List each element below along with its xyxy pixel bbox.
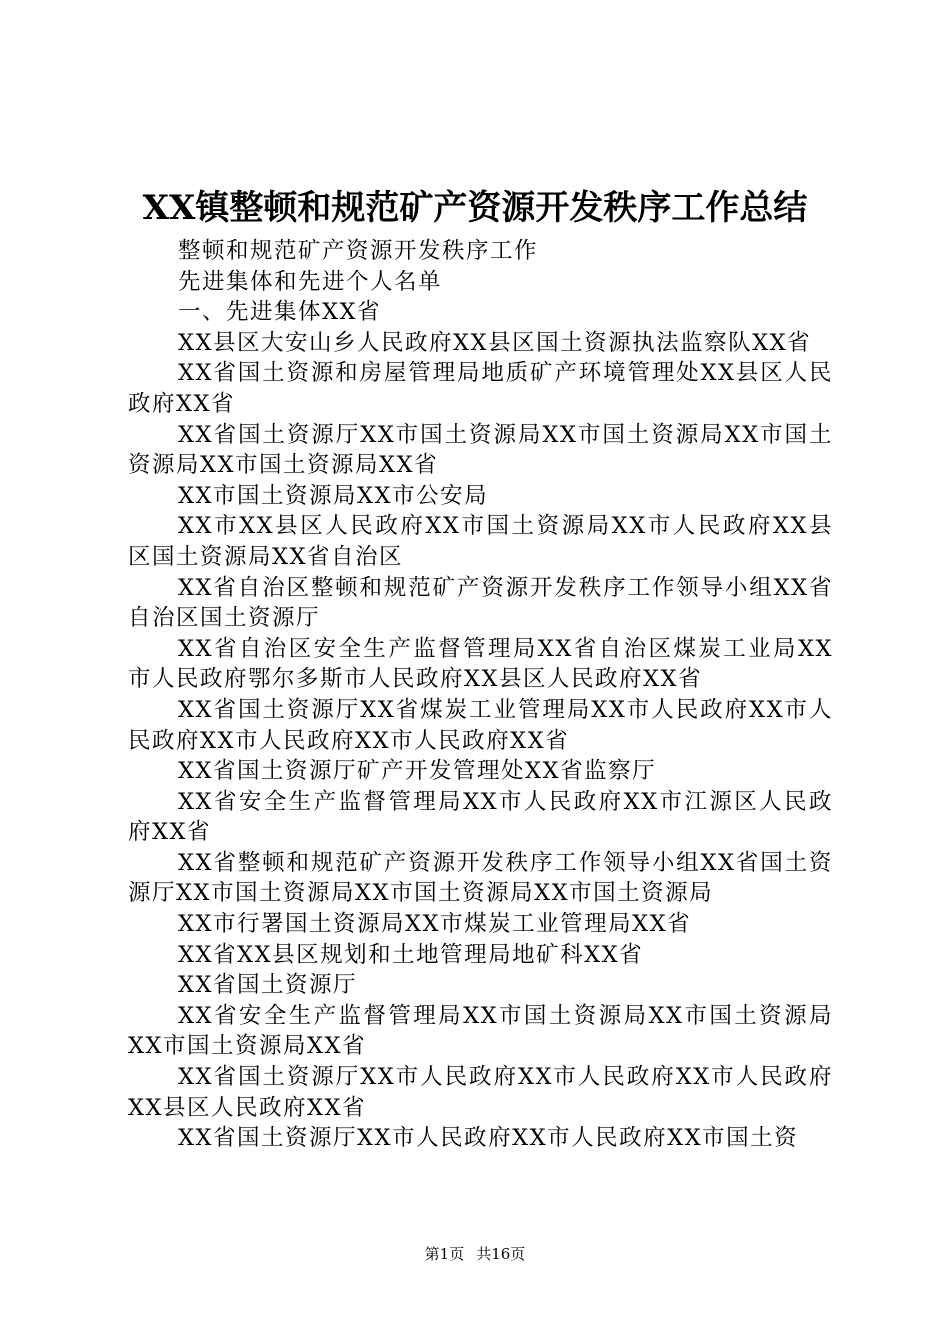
document-title: XX镇整顿和规范矿产资源开发秩序工作总结 bbox=[142, 188, 808, 228]
page-footer bbox=[0, 1244, 950, 1264]
paragraph: XX市行署国土资源局XX市煤炭工业管理局XX省 bbox=[178, 911, 692, 938]
paragraph: XX省国土资源厅XX市人民政府XX市人民政府XX市国土资 bbox=[178, 1125, 799, 1152]
paragraph: XX省自治区安全生产监督管理局XX省自治区煤炭工业局XX市人民政府鄂尔多斯市人民政府XX县区人民政府XX省 bbox=[128, 635, 833, 693]
paragraph: XX省安全生产监督管理局XX市国土资源局XX市国土资源局XX市国土资源局XX省 bbox=[128, 1002, 833, 1060]
paragraph: XX省国土资源厅矿产开发管理处XX省监察厅 bbox=[178, 758, 657, 785]
paragraph: XX省安全生产监督管理局XX市人民政府XX市江源区人民政府XX省 bbox=[128, 788, 833, 846]
paragraph: XX省国土资源厅XX市人民政府XX市人民政府XX市人民政府XX县区人民政府XX省 bbox=[128, 1064, 833, 1121]
paragraph: 一、先进集体XX省 bbox=[178, 299, 382, 326]
paragraph: XX省自治区整顿和规范矿产资源开发秩序工作领导小组XX省自治区国土资源厅 bbox=[128, 574, 833, 632]
paragraph: XX市国土资源局XX市公安局 bbox=[178, 482, 489, 509]
paragraph: XX省国土资源和房屋管理局地质矿产环境管理处XX县区人民政府XX省 bbox=[128, 360, 833, 417]
paragraph: XX省国土资源厅XX市国土资源局XX市国土资源局XX市国土资源局XX市国土资源局XX省 bbox=[128, 421, 833, 479]
page-total: 共16页 bbox=[476, 1245, 526, 1263]
paragraph: XX省整顿和规范矿产资源开发秩序工作领导小组XX省国土资源厅XX市国土资源局XX市国土资源局XX市国土资源局 bbox=[128, 849, 833, 907]
paragraph: XX县区大安山乡人民政府XX县区国土资源执法监察队XX省 bbox=[178, 329, 812, 356]
paragraph: XX省国土资源厅XX省煤炭工业管理局XX市人民政府XX市人民政府XX市人民政府XX市人民政府XX省 bbox=[128, 696, 833, 754]
paragraph: 先进集体和先进个人名单 bbox=[178, 268, 443, 295]
paragraph: XX省XX县区规划和土地管理局地矿科XX省 bbox=[178, 941, 644, 968]
paragraph: XX省国土资源厅 bbox=[178, 972, 358, 999]
paragraph: XX市XX县区人民政府XX市国土资源局XX市人民政府XX县区国土资源局XX省自治区 bbox=[128, 513, 833, 570]
document-body bbox=[128, 236, 833, 1154]
paragraph: 整顿和规范矿产资源开发秩序工作 bbox=[178, 238, 539, 264]
page-number: 第1页 bbox=[424, 1245, 465, 1263]
